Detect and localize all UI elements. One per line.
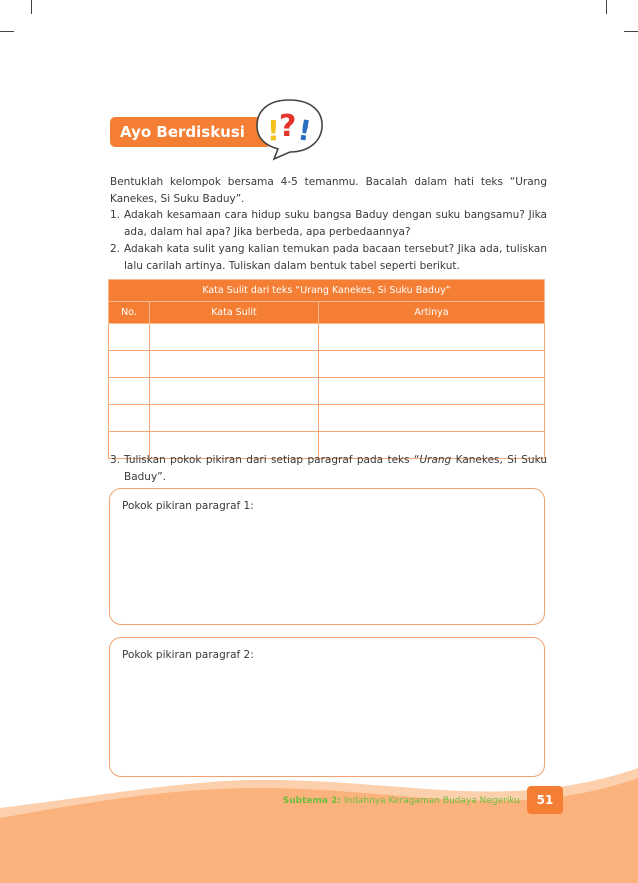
footer-subtema-label: Subtema 2: bbox=[282, 796, 341, 806]
table-cell[interactable] bbox=[319, 324, 545, 351]
answer-box-label: Pokok pikiran paragraf 2: bbox=[122, 649, 254, 661]
question-number: 3. bbox=[110, 454, 121, 466]
table-cell[interactable] bbox=[150, 378, 319, 405]
crop-mark bbox=[0, 31, 14, 32]
question-number: 2. bbox=[110, 243, 121, 255]
answer-box-paragraph-1[interactable] bbox=[109, 488, 545, 625]
question-text bbox=[124, 452, 547, 486]
table-row bbox=[109, 351, 545, 378]
footer-subtema bbox=[283, 796, 520, 806]
question-2 bbox=[110, 241, 547, 275]
kata-sulit-table bbox=[108, 279, 545, 459]
question-text-italic: Urang bbox=[419, 454, 452, 466]
exclamation-question-icon bbox=[252, 96, 326, 162]
table-cell[interactable] bbox=[109, 351, 150, 378]
question-3 bbox=[110, 452, 547, 486]
table-cell[interactable] bbox=[150, 324, 319, 351]
table-cell[interactable] bbox=[109, 405, 150, 432]
table-row bbox=[109, 405, 545, 432]
table-row bbox=[109, 378, 545, 405]
table-cell[interactable] bbox=[150, 351, 319, 378]
intro-text: Bentuklah kelompok bersama 4-5 temanmu. Bacalah dalam hati teks “Urang Kanekes, Si Suku Baduy”. bbox=[110, 176, 547, 205]
crop-mark bbox=[31, 0, 32, 14]
table-cell[interactable] bbox=[319, 351, 545, 378]
question-number: 1. bbox=[110, 209, 121, 221]
question-text: Adakah kesamaan cara hidup suku bangsa Baduy dengan suku bangsamu? Jika ada, dalam hal apa? Jika berbeda, apa perbedaannya? bbox=[124, 209, 547, 238]
crop-mark bbox=[606, 0, 607, 14]
table-title: Kata Sulit dari teks “Urang Kanekes, Si Suku Baduy” bbox=[109, 280, 545, 302]
table-cell[interactable] bbox=[109, 378, 150, 405]
question-1 bbox=[110, 207, 547, 241]
answer-box-label: Pokok pikiran paragraf 1: bbox=[122, 500, 254, 512]
table-cell[interactable] bbox=[319, 378, 545, 405]
table-cell[interactable] bbox=[150, 405, 319, 432]
section-badge-label: Ayo Berdiskusi bbox=[120, 123, 245, 141]
svg-text:!: ! bbox=[267, 114, 280, 147]
column-header-kata-sulit: Kata Sulit bbox=[150, 302, 319, 324]
column-header-no: No. bbox=[109, 302, 150, 324]
table-cell[interactable] bbox=[319, 405, 545, 432]
column-header-artinya: Artinya bbox=[319, 302, 545, 324]
page-number: 51 bbox=[527, 786, 563, 814]
footer-subtema-title: Indahnya Keragaman Budaya Negeriku bbox=[340, 796, 520, 806]
table-row bbox=[109, 324, 545, 351]
question-text-part: Kanekes, Si Suku Baduy”. bbox=[124, 454, 547, 483]
svg-text:!: ! bbox=[295, 113, 314, 149]
question-text: Adakah kata sulit yang kalian temukan pada bacaan tersebut? Jika ada, tuliskan lalu carilah artinya. Tuliskan dalam bentuk tabel seperti berikut. bbox=[124, 243, 547, 272]
crop-mark bbox=[624, 31, 638, 32]
question-text-part: Tuliskan pokok pikiran dari setiap paragraf pada teks “ bbox=[124, 454, 420, 466]
section-badge bbox=[110, 117, 268, 147]
table-cell[interactable] bbox=[109, 324, 150, 351]
svg-text:?: ? bbox=[279, 109, 297, 144]
